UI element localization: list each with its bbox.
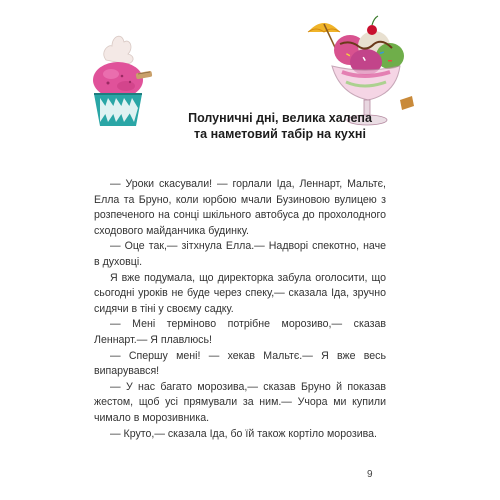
cupcake-illustration [78,28,158,128]
paragraph: — Круто,— сказала Іда, бо їй також кортіло морозива. [110,427,377,440]
paragraph: — Уроки скасували! — горлали Іда, Леннарт, Мальтє, Елла та Бруно, коли юрбою мчали Бузиновою вулицею з розпеченого на сонці шкільного автобуса до прохолодного сходового майданчика будинку. [94,178,386,237]
chapter-title [150,110,410,142]
chapter-title-line-1: Полуничні дні, велика халепа [188,111,372,125]
paragraph: — Мені терміново потрібне морозиво,— сказав Леннарт.— Я плавлюсь! [94,318,386,346]
paragraph: — Оце так,— зітхнула Елла.— Надворі спекотно, наче в духовці. [94,240,386,268]
body-text [94,177,386,442]
page-number: 9 [367,469,373,480]
paragraph: — У нас багато морозива,— сказав Бруно й показав жестом, щоб усі прямували за ним.— Учора ми купили чимало в морозивника. [94,380,386,424]
cupcake-icon [78,28,158,128]
paragraph: — Спершу мені! — хекав Мальтє.— Я вже весь випарувався! [94,349,386,378]
chapter-title-line-2: та наметовий табір на кухні [194,127,366,141]
paragraph: Я вже подумала, що директорка забула оголосити, що сьогодні уроків не буде через спеку,— сказала Іда, зручно сидячи в тіні у своєму садку. [94,271,386,315]
